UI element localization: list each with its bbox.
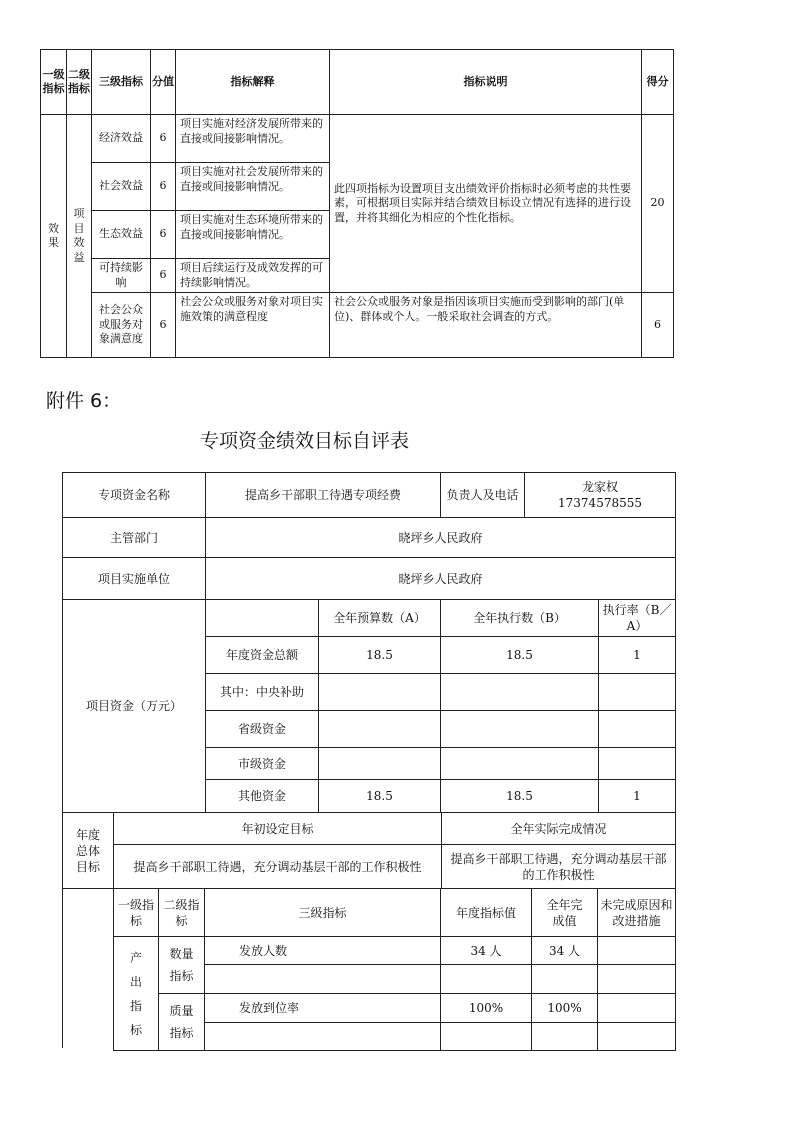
col-rate: 执行率（B／A） — [599, 600, 676, 637]
level1-cell: 效果 — [41, 115, 67, 358]
fund-row-budget — [319, 674, 441, 711]
fund-row-rate — [599, 711, 676, 748]
fund-row-budget: 18.5 — [319, 780, 441, 813]
impl-value: 晓坪乡人民政府 — [206, 558, 676, 600]
quality-item-blank — [205, 1023, 441, 1051]
dept-value: 晓坪乡人民政府 — [206, 518, 676, 558]
score-satisfaction: 6 — [642, 293, 674, 358]
project-funds-table — [62, 599, 676, 813]
quantity-item: 发放人数 — [205, 937, 441, 965]
quality-item: 发放到位率 — [205, 994, 441, 1023]
output-label: 产出指标 — [114, 937, 159, 1051]
target-text: 提高乡干部职工待遇，充分调动基层干部的工作积极性 — [114, 845, 442, 889]
quantity-item-blank — [205, 965, 441, 994]
fund-info-table — [62, 472, 676, 600]
indicator-table — [113, 888, 676, 1051]
level3-sustainable: 可持续影响 — [92, 259, 151, 293]
level3-social: 社会效益 — [92, 163, 151, 211]
fund-row-exec — [441, 711, 599, 748]
quality-actual-blank — [532, 1023, 598, 1051]
quantity-label: 数量指标 — [159, 937, 205, 994]
quality-label: 质量指标 — [159, 994, 205, 1051]
quantity-target: 34 人 — [441, 937, 532, 965]
header-level1: 一级指标 — [41, 50, 67, 115]
ind-header-actual-value: 全年完成值 — [532, 889, 598, 937]
header-score: 得分 — [642, 50, 674, 115]
header-explanation: 指标解释 — [176, 50, 330, 115]
contact-phone: 17374578555 — [558, 496, 642, 510]
fund-row-label: 其他资金 — [206, 780, 319, 813]
actual-header: 全年实际完成情况 — [442, 813, 676, 845]
form-title: 专项资金绩效目标自评表 — [200, 430, 410, 452]
ind-header-level3: 三级指标 — [205, 889, 441, 937]
performance-indicator-table — [40, 49, 674, 358]
explanation-economic: 项目实施对经济发展所带来的直接或间接影响情况。 — [176, 115, 330, 163]
ind-header-level1: 一级指标 — [114, 889, 159, 937]
explanation-sustainable: 项目后续运行及成效发挥的可持续影响情况。 — [176, 259, 330, 293]
quality-reason-blank — [598, 1023, 676, 1051]
funds-header-blank — [206, 600, 319, 637]
fund-row-exec — [441, 674, 599, 711]
indicator-left-border — [62, 888, 63, 1048]
ind-header-reason: 未完成原因和改进措施 — [598, 889, 676, 937]
attachment-label: 附件 6： — [46, 390, 122, 412]
fund-row-rate: 1 — [599, 780, 676, 813]
description-satisfaction: 社会公众或服务对象是指因该项目实施而受到影响的部门(单位)、群体或个人。一般采取社会调查的方式。 — [330, 293, 642, 358]
quality-reason — [598, 994, 676, 1023]
annual-label: 年度总体目标 — [63, 813, 114, 889]
contact-label: 负责人及电话 — [441, 473, 525, 518]
fund-name-label: 专项资金名称 — [63, 473, 206, 518]
quality-actual: 100% — [532, 994, 598, 1023]
fund-row-budget — [319, 748, 441, 780]
quantity-reason — [598, 937, 676, 965]
fund-row-rate: 1 — [599, 637, 676, 674]
dept-label: 主管部门 — [63, 518, 206, 558]
header-score-value: 分值 — [151, 50, 176, 115]
value-economic: 6 — [151, 115, 176, 163]
level2-cell: 项目效益 — [67, 115, 92, 358]
quality-target: 100% — [441, 994, 532, 1023]
quantity-actual-blank — [532, 965, 598, 994]
actual-text: 提高乡干部职工待遇，充分调动基层干部的工作积极性 — [442, 845, 676, 889]
quantity-actual: 34 人 — [532, 937, 598, 965]
value-satisfaction: 6 — [151, 293, 176, 358]
level3-satisfaction: 社会公众或服务对象满意度 — [92, 293, 151, 358]
col-exec: 全年执行数（B） — [441, 600, 599, 637]
fund-name-value: 提高乡干部职工待遇专项经费 — [206, 473, 441, 518]
fund-row-rate — [599, 674, 676, 711]
col-budget: 全年预算数（A） — [319, 600, 441, 637]
level3-economic: 经济效益 — [92, 115, 151, 163]
fund-row-budget — [319, 711, 441, 748]
ind-header-level2: 二级指标 — [159, 889, 205, 937]
level3-ecological: 生态效益 — [92, 211, 151, 259]
impl-label: 项目实施单位 — [63, 558, 206, 600]
explanation-ecological: 项目实施对生态环境所带来的直接或间接影响情况。 — [176, 211, 330, 259]
target-header: 年初设定目标 — [114, 813, 442, 845]
value-social: 6 — [151, 163, 176, 211]
quantity-reason-blank — [598, 965, 676, 994]
header-description: 指标说明 — [330, 50, 642, 115]
value-ecological: 6 — [151, 211, 176, 259]
header-level2: 二级指标 — [67, 50, 92, 115]
header-level3: 三级指标 — [92, 50, 151, 115]
fund-row-label: 其中：中央补助 — [206, 674, 319, 711]
fund-row-label: 省级资金 — [206, 711, 319, 748]
funds-label: 项目资金（万元） — [63, 600, 206, 813]
fund-row-label: 市级资金 — [206, 748, 319, 780]
group-description: 此四项指标为设置项目支出绩效评价指标时必须考虑的共性要素，可根据项目实际并结合绩效目标设立情况有选择的进行设置，并将其细化为相应的个性化指标。 — [330, 115, 642, 293]
explanation-social: 项目实施对社会发展所带来的直接或间接影响情况。 — [176, 163, 330, 211]
group-score: 20 — [642, 115, 674, 293]
fund-row-budget: 18.5 — [319, 637, 441, 674]
annual-target-table — [62, 812, 676, 889]
fund-row-label: 年度资金总额 — [206, 637, 319, 674]
value-sustainable: 6 — [151, 259, 176, 293]
fund-row-exec: 18.5 — [441, 637, 599, 674]
contact-value — [525, 473, 676, 518]
fund-row-rate — [599, 748, 676, 780]
contact-name: 龙家权 — [582, 480, 619, 494]
fund-row-exec — [441, 748, 599, 780]
explanation-satisfaction: 社会公众或服务对象对项目实施效策的满意程度 — [176, 293, 330, 358]
quantity-target-blank — [441, 965, 532, 994]
fund-row-exec: 18.5 — [441, 780, 599, 813]
quality-target-blank — [441, 1023, 532, 1051]
ind-header-annual-value: 年度指标值 — [441, 889, 532, 937]
